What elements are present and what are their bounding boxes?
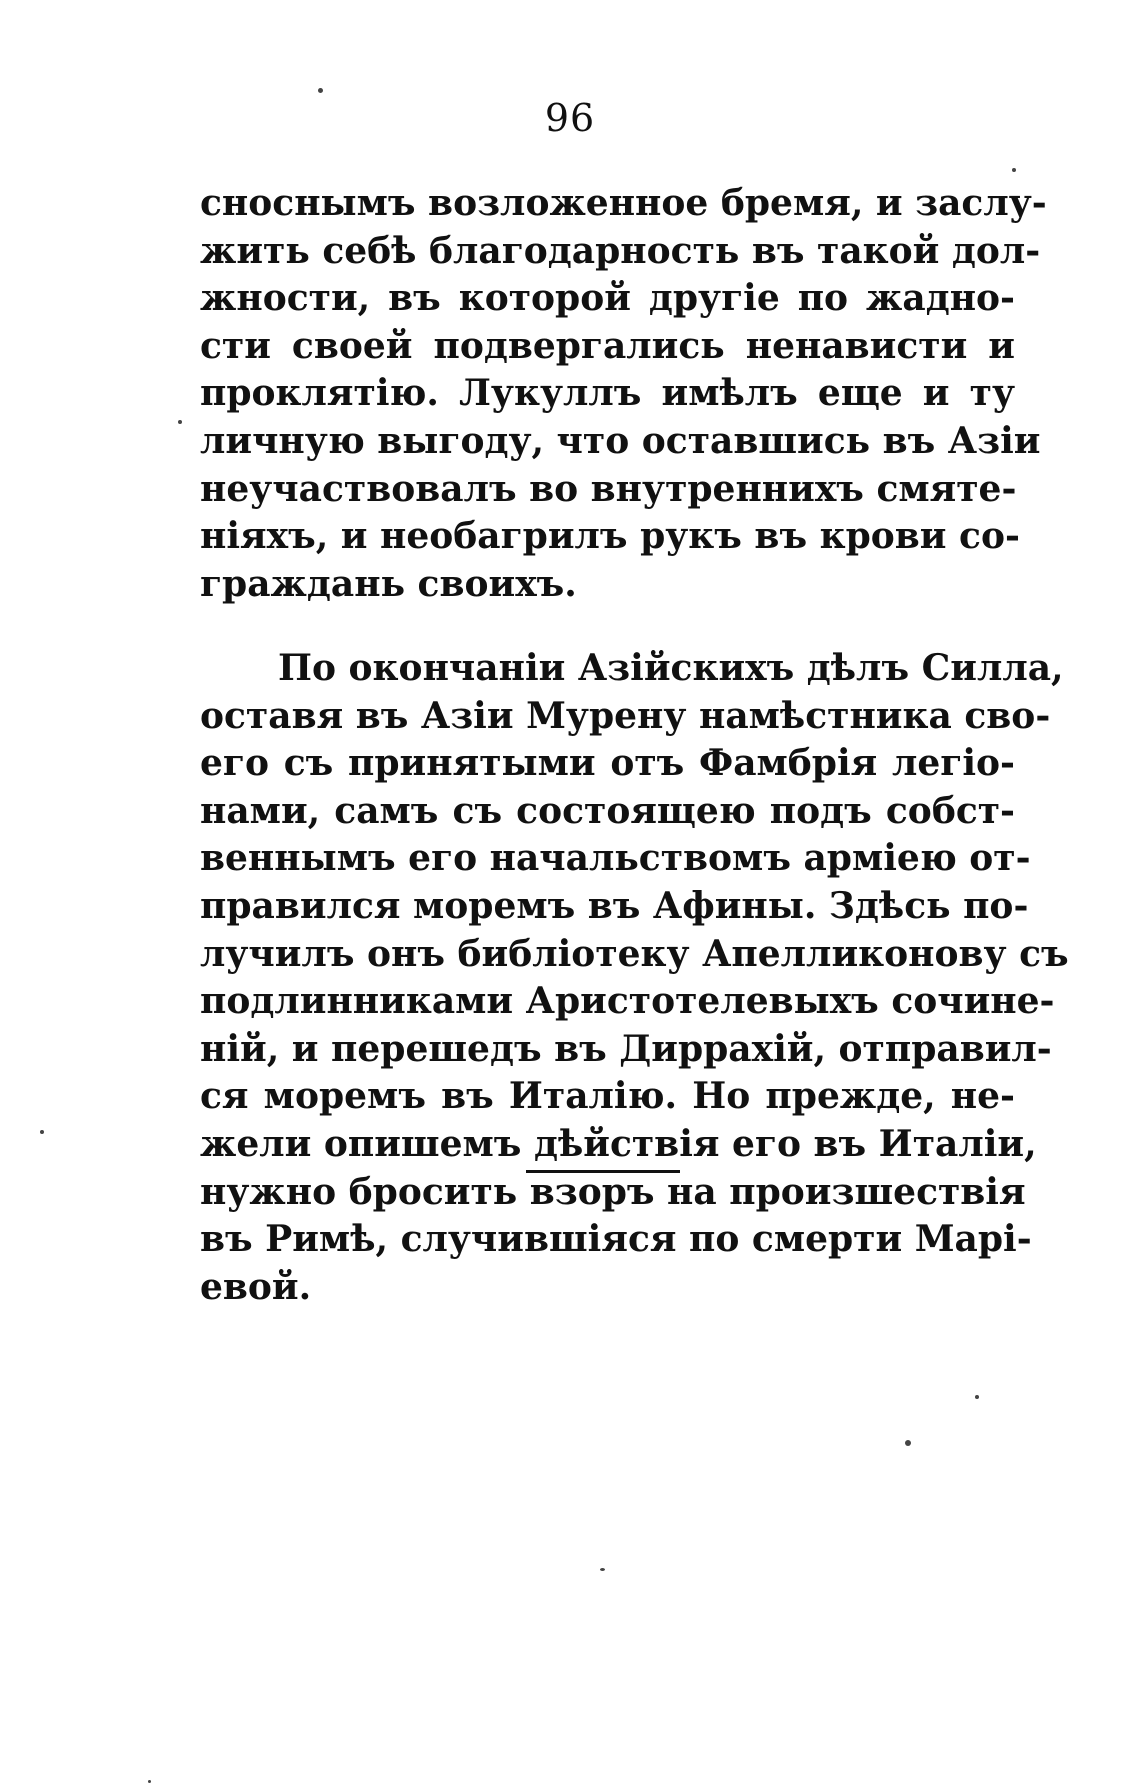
text-line: правился моремъ въ Афины. Здѣсь по- [200, 884, 1029, 927]
text-line: оставя въ Азіи Мурену намѣстника сво- [200, 694, 1051, 737]
text-line: сноснымъ возложенное бремя, и заслу- [200, 182, 1047, 224]
text-line: По окончаніи Азійскихъ дѣлъ Силла, [278, 647, 1064, 689]
text-line: личную выгоду, что оставшись въ Азіи [200, 419, 1041, 462]
text-line: сти своей подвергались ненависти и [200, 324, 1015, 367]
scan-speck [178, 420, 182, 424]
text-line: евой. [200, 1265, 312, 1308]
page-number: 96 [544, 96, 596, 140]
text-line: веннымъ его начальствомъ арміею от- [200, 837, 1031, 880]
scan-speck [318, 88, 323, 93]
text-line: въ Римѣ, случившіяся по смерти Марі- [200, 1218, 1032, 1261]
text-line: жности, въ которой другіе по жадно- [200, 277, 1015, 320]
section-end-rule [526, 1170, 680, 1173]
scan-speck [148, 1780, 151, 1783]
text-line: ся моремъ въ Италію. Но прежде, не- [200, 1075, 1015, 1118]
text-line: его съ принятыми отъ Фамбрія легіо- [200, 742, 1015, 785]
text-line: граждань своихъ. [200, 562, 577, 605]
scan-speck [905, 1440, 911, 1446]
paragraph-2 [200, 645, 1069, 1311]
text-line: лучилъ онъ библіотеку Апелликонову съ [200, 932, 1069, 975]
paragraph-1 [200, 180, 1047, 608]
text-line: ній, и перешедъ въ Диррахій, отправил- [200, 1027, 1052, 1070]
scan-speck [600, 1568, 605, 1571]
text-line: проклятію. Лукуллъ имѣлъ еще и ту [200, 372, 1015, 415]
text-line: неучаствовалъ во внутреннихъ смяте- [200, 467, 1017, 510]
text-line: жить себѣ благодарность въ такой дол- [200, 229, 1041, 272]
text-line: жели опишемъ дѣйствія его въ Италіи, [200, 1122, 1037, 1165]
scan-speck [975, 1395, 979, 1399]
text-line: подлинниками Аристотелевыхъ сочине- [200, 980, 1055, 1023]
text-line: ніяхъ, и необагрилъ рукъ въ крови со- [200, 515, 1020, 558]
scan-speck [1012, 168, 1016, 172]
text-line: нужно бросить взоръ на произшествія [200, 1170, 1026, 1213]
text-line: нами, самъ съ состоящею подъ собст- [200, 789, 1015, 832]
scan-speck [40, 1130, 44, 1134]
